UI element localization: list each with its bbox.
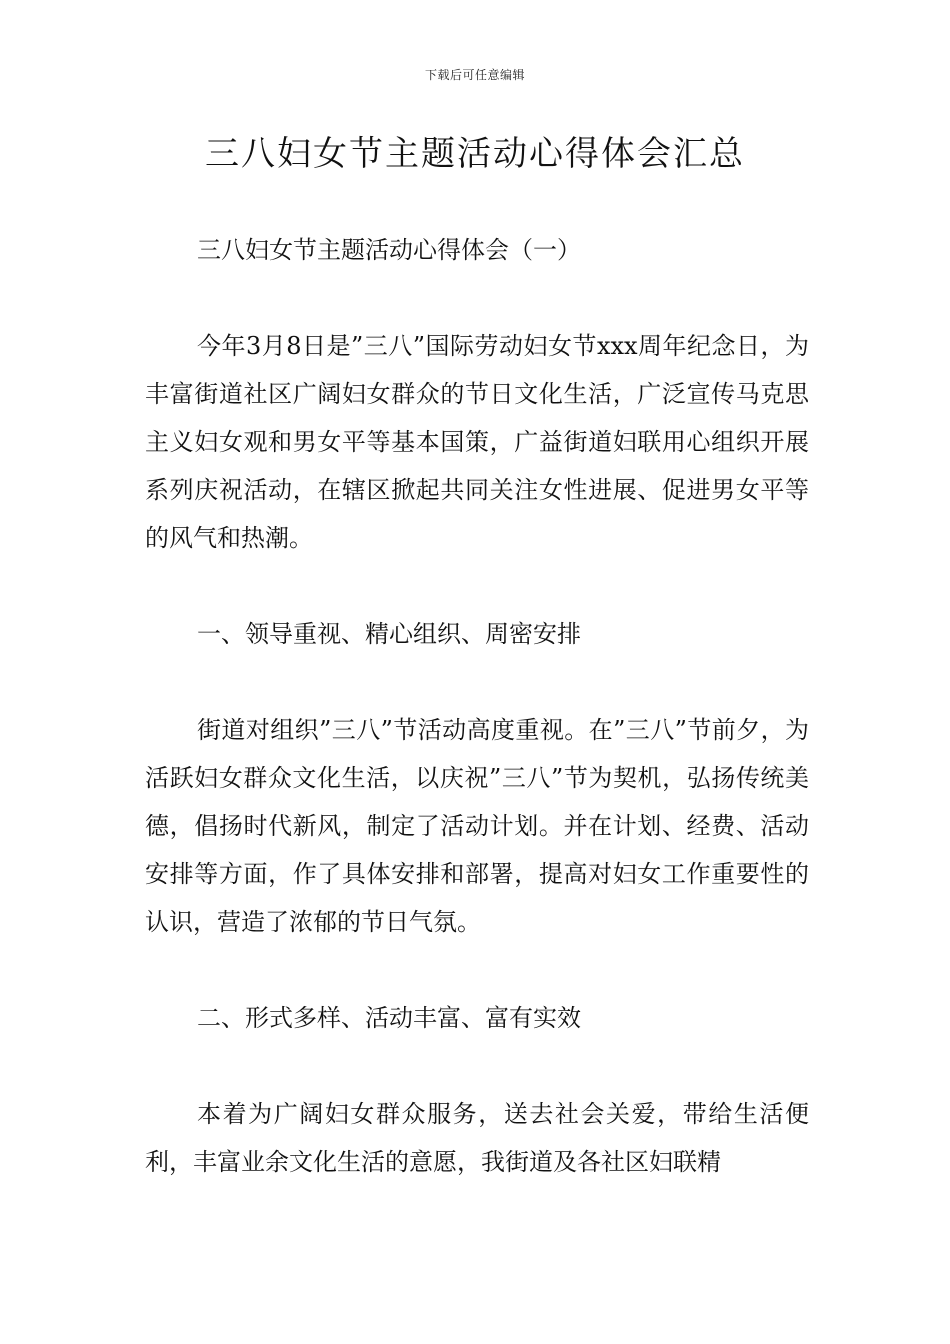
section-subtitle: 三八妇女节主题活动心得体会（一） [197, 236, 581, 264]
document-body [145, 226, 809, 1186]
spacer [145, 946, 809, 994]
document-title: 三八妇女节主题活动心得体会汇总 [205, 134, 745, 174]
section-heading-1: 一、领导重视、精心组织、周密安排 [197, 620, 581, 648]
header-note: 下载后可任意编辑 [424, 68, 525, 82]
paragraph-3: 本着为广阔妇女群众服务，送去社会关爱，带给生活便利，丰富业余文化生活的意愿，我街道及各社区妇联精 [145, 1100, 809, 1176]
spacer [145, 1042, 809, 1090]
paragraph-1: 今年3月8日是”三八”国际劳动妇女节xxx周年纪念日，为丰富街道社区广阔妇女群众的节日文化生活，广泛宣传马克思主义妇女观和男女平等基本国策，广益街道妇联用心组织开展系列庆祝活动，在辖区掀起共同关注女性进展、促进男女平等的风气和热潮。 [145, 332, 809, 552]
section-heading-2: 二、形式多样、活动丰富、富有实效 [197, 1004, 581, 1032]
spacer [145, 658, 809, 706]
spacer [145, 562, 809, 610]
paragraph-2: 街道对组织”三八”节活动高度重视。在”三八”节前夕，为活跃妇女群众文化生活，以庆祝”三八”节为契机，弘扬传统美德，倡扬时代新风，制定了活动计划。并在计划、经费、活动安排等方面，作了具体安排和部署，提高对妇女工作重要性的认识，营造了浓郁的节日气氛。 [145, 716, 809, 936]
spacer [145, 274, 809, 322]
